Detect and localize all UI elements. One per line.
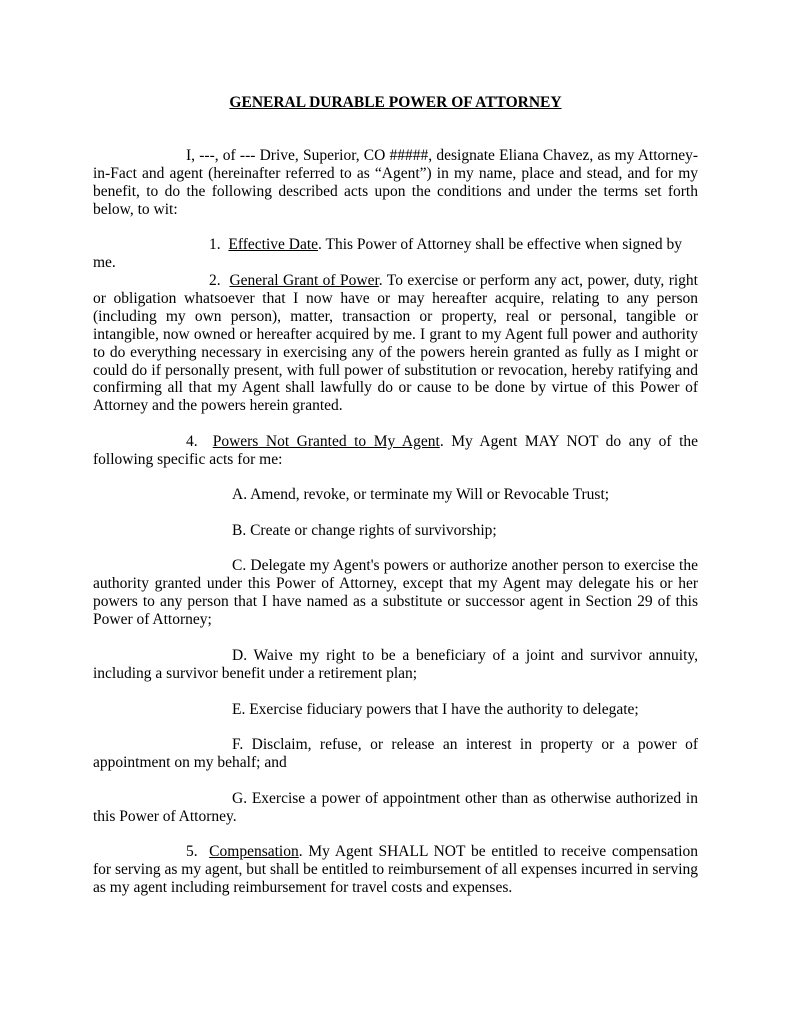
- section-number: 4.: [186, 433, 198, 450]
- section-compensation: [93, 843, 698, 897]
- document-title: GENERAL DURABLE POWER OF ATTORNEY: [229, 94, 562, 111]
- section-effective-date: [93, 236, 698, 272]
- section-number: 5.: [186, 843, 198, 860]
- section-text: . This Power of Attorney shall be effective when signed by me.: [93, 236, 683, 271]
- section-text: . My Agent MAY NOT do any of the following specific acts for me:: [93, 433, 699, 468]
- section-heading: Effective Date: [228, 236, 319, 253]
- subitem-c: C. Delegate my Agent's powers or authorize another person to exercise the authority granted under this Power of Attorney, except that my Agent may delegate his or her powers to any person that I have named as a substitute or successor agent in Section 29 of this Power of Attorney;: [93, 557, 698, 628]
- subitem-e: E. Exercise fiduciary powers that I have the authority to delegate;: [232, 701, 639, 718]
- section-text: . To exercise or perform any act, power, duty, right or obligation whatsoever that I now have or may hereafter acquire, relating to any person (including my own person), matter, transaction or property, real or personal, tangible or intangible, now owned or hereafter acquired by me. I grant to my Agent full power and authority to do everything necessary in exercising any of the powers herein granted as fully as I might or could do if personally present, with full power of substitution or revocation, hereby ratifying and confirming all that my Agent shall lawfully do or cause to be done by virtue of this Power of Attorney and the powers herein granted.: [93, 272, 698, 415]
- section-text: . My Agent SHALL NOT be entitled to receive compensation for serving as my agent, but shall be entitled to reimbursement of all expenses incurred in serving as my agent including reimbursement for travel costs and expenses.: [93, 843, 699, 896]
- subitem-b: B. Create or change rights of survivorship;: [232, 522, 497, 539]
- subitem-g: G. Exercise a power of appointment other than as otherwise authorized in this Power of Attorney.: [93, 790, 698, 825]
- section-heading: Compensation: [209, 843, 299, 860]
- subitem-d: D. Waive my right to be a beneficiary of a joint and survivor annuity, including a survivor benefit under a retirement plan;: [93, 647, 698, 682]
- section-heading: General Grant of Power: [229, 272, 379, 289]
- section-heading: Powers Not Granted to My Agent: [212, 433, 440, 450]
- section-number: 1.: [209, 236, 221, 253]
- intro-paragraph: I, ---, of --- Drive, Superior, CO #####, designate Eliana Chavez, as my Attorney-in-Fact and agent (hereinafter referred to as “Agent”) in my name, place and stead, and for my benefit, to do the following described acts upon the conditions and under the terms set forth below, to wit:: [93, 147, 698, 218]
- section-number: 2.: [209, 272, 221, 289]
- subitem-a: A. Amend, revoke, or terminate my Will or Revocable Trust;: [232, 486, 610, 503]
- section-general-grant: [93, 272, 698, 415]
- subitem-f: F. Disclaim, refuse, or release an interest in property or a power of appointment on my behalf; and: [93, 736, 698, 771]
- section-powers-not-granted: [93, 433, 698, 469]
